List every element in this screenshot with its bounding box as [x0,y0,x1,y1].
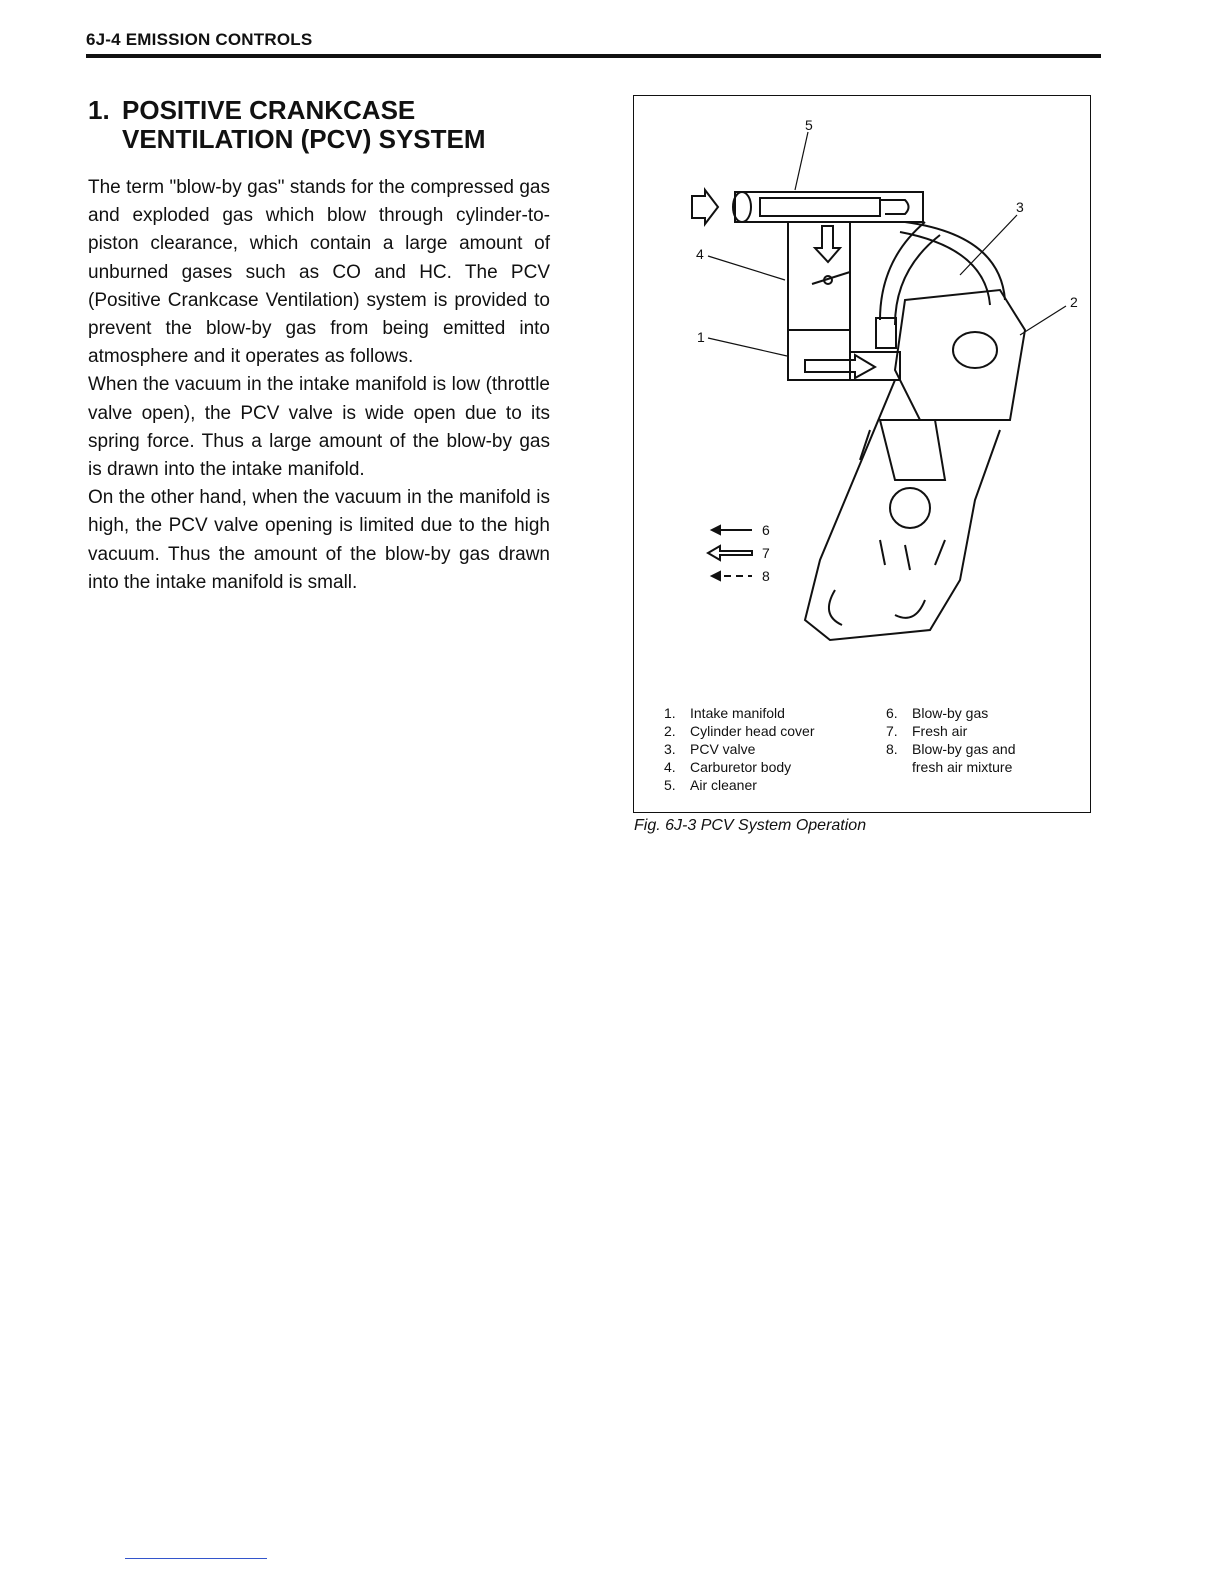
legend-item [664,740,860,758]
legend-number: 5. [664,777,676,793]
legend-item [886,758,1082,776]
section-number: 1. [88,95,110,125]
legend-text: Blow-by gas and [912,741,1016,757]
air-cleaner-shape [735,192,923,222]
camshaft-shape [953,332,997,368]
key-label-8: 8 [762,568,770,584]
blowby-arrow-1 [880,540,885,565]
callout-5: 5 [805,117,813,133]
footer-link-underline [125,1558,267,1559]
legend-item [664,758,860,776]
legend-text: PCV valve [690,741,756,757]
legend-text: Fresh air [912,723,968,739]
key-arrow-blowby-head [712,526,720,534]
legend-number: 7. [886,723,898,739]
leader-3 [960,215,1017,275]
blowby-arrow-2 [905,545,910,570]
blowby-arrow-3 [935,540,945,565]
leader-5 [795,132,808,190]
legend-item [664,776,860,794]
leader-2 [1020,306,1066,335]
legend-item [886,704,1082,722]
crank-shape [890,488,930,528]
carburetor-down-arrow [815,226,840,262]
paragraph-1: The term "blow-by gas" stands for the compressed gas and exploded gas which blow through cylinder-to-piston clearance, which contain a large amount of unburned gases such as CO and HC. The PCV (Positive Crankcase Ventilation) system is provided to prevent the blow-by gas from being emitted into atmosphere and it operates as follows. [88,177,550,368]
callout-4: 4 [696,246,704,262]
legend-item [886,722,1082,740]
legend-number: 6. [886,705,898,721]
fresh-air-inlet-arrow [692,190,718,224]
legend-text: Blow-by gas [912,705,989,721]
key-arrow-freshair [708,546,752,560]
legend-item [664,722,860,740]
pcv-valve-shape [876,318,896,348]
section-title-line2: VENTILATION (PCV) SYSTEM [122,124,486,154]
carburetor-body-shape [788,222,850,380]
legend-text: Intake manifold [690,705,785,721]
air-cleaner-element [760,198,880,216]
leader-4 [708,256,785,280]
legend-number: 4. [664,759,676,775]
intake-flow-arrow [805,355,875,378]
legend-number [886,758,912,776]
air-cleaner-return [880,200,909,214]
section-title-line1: POSITIVE CRANKCASE [122,95,416,125]
cylinder-head-shape [895,290,1025,420]
header-text: 6J-4 EMISSION CONTROLS [86,30,313,49]
leader-1 [708,338,787,356]
legend-item [664,704,860,722]
legend-number: 1. [664,705,676,721]
legend-item [886,740,1082,758]
legend-number: 2. [664,723,676,739]
key-label-7: 7 [762,545,770,561]
breather-hose-outer [905,222,1005,300]
callout-1: 1 [697,329,705,345]
legend-text: Air cleaner [690,777,757,793]
paragraph-3: On the other hand, when the vacuum in the manifold is high, the PCV valve opening is limited due to the high vacuum. Thus the amount of the blow-by gas drawn into the intake manifold is small. [88,487,550,593]
legend-right-column [886,704,1082,776]
key-arrow-mixture-head [712,572,720,580]
piston-shape [880,420,945,480]
crankcase-flow-arrow-2 [895,600,925,618]
callout-2: 2 [1070,294,1078,310]
legend-left-column [664,704,860,794]
legend-text: Carburetor body [690,759,792,775]
paragraph-2: When the vacuum in the intake manifold is low (throttle valve open), the PCV valve is wide open due to its spring force. Thus a large amount of the blow-by gas is drawn into the intake manifold. [88,374,550,481]
figure-caption: Fig. 6J-3 PCV System Operation [634,817,867,834]
breather-hose-inner [900,232,990,305]
key-label-6: 6 [762,522,770,538]
legend-text: Cylinder head cover [690,723,815,739]
legend-text: fresh air mixture [912,759,1013,775]
legend-number: 8. [886,741,898,757]
crankcase-flow-arrow-1 [829,590,842,625]
legend-number: 3. [664,741,676,757]
callout-3: 3 [1016,199,1024,215]
